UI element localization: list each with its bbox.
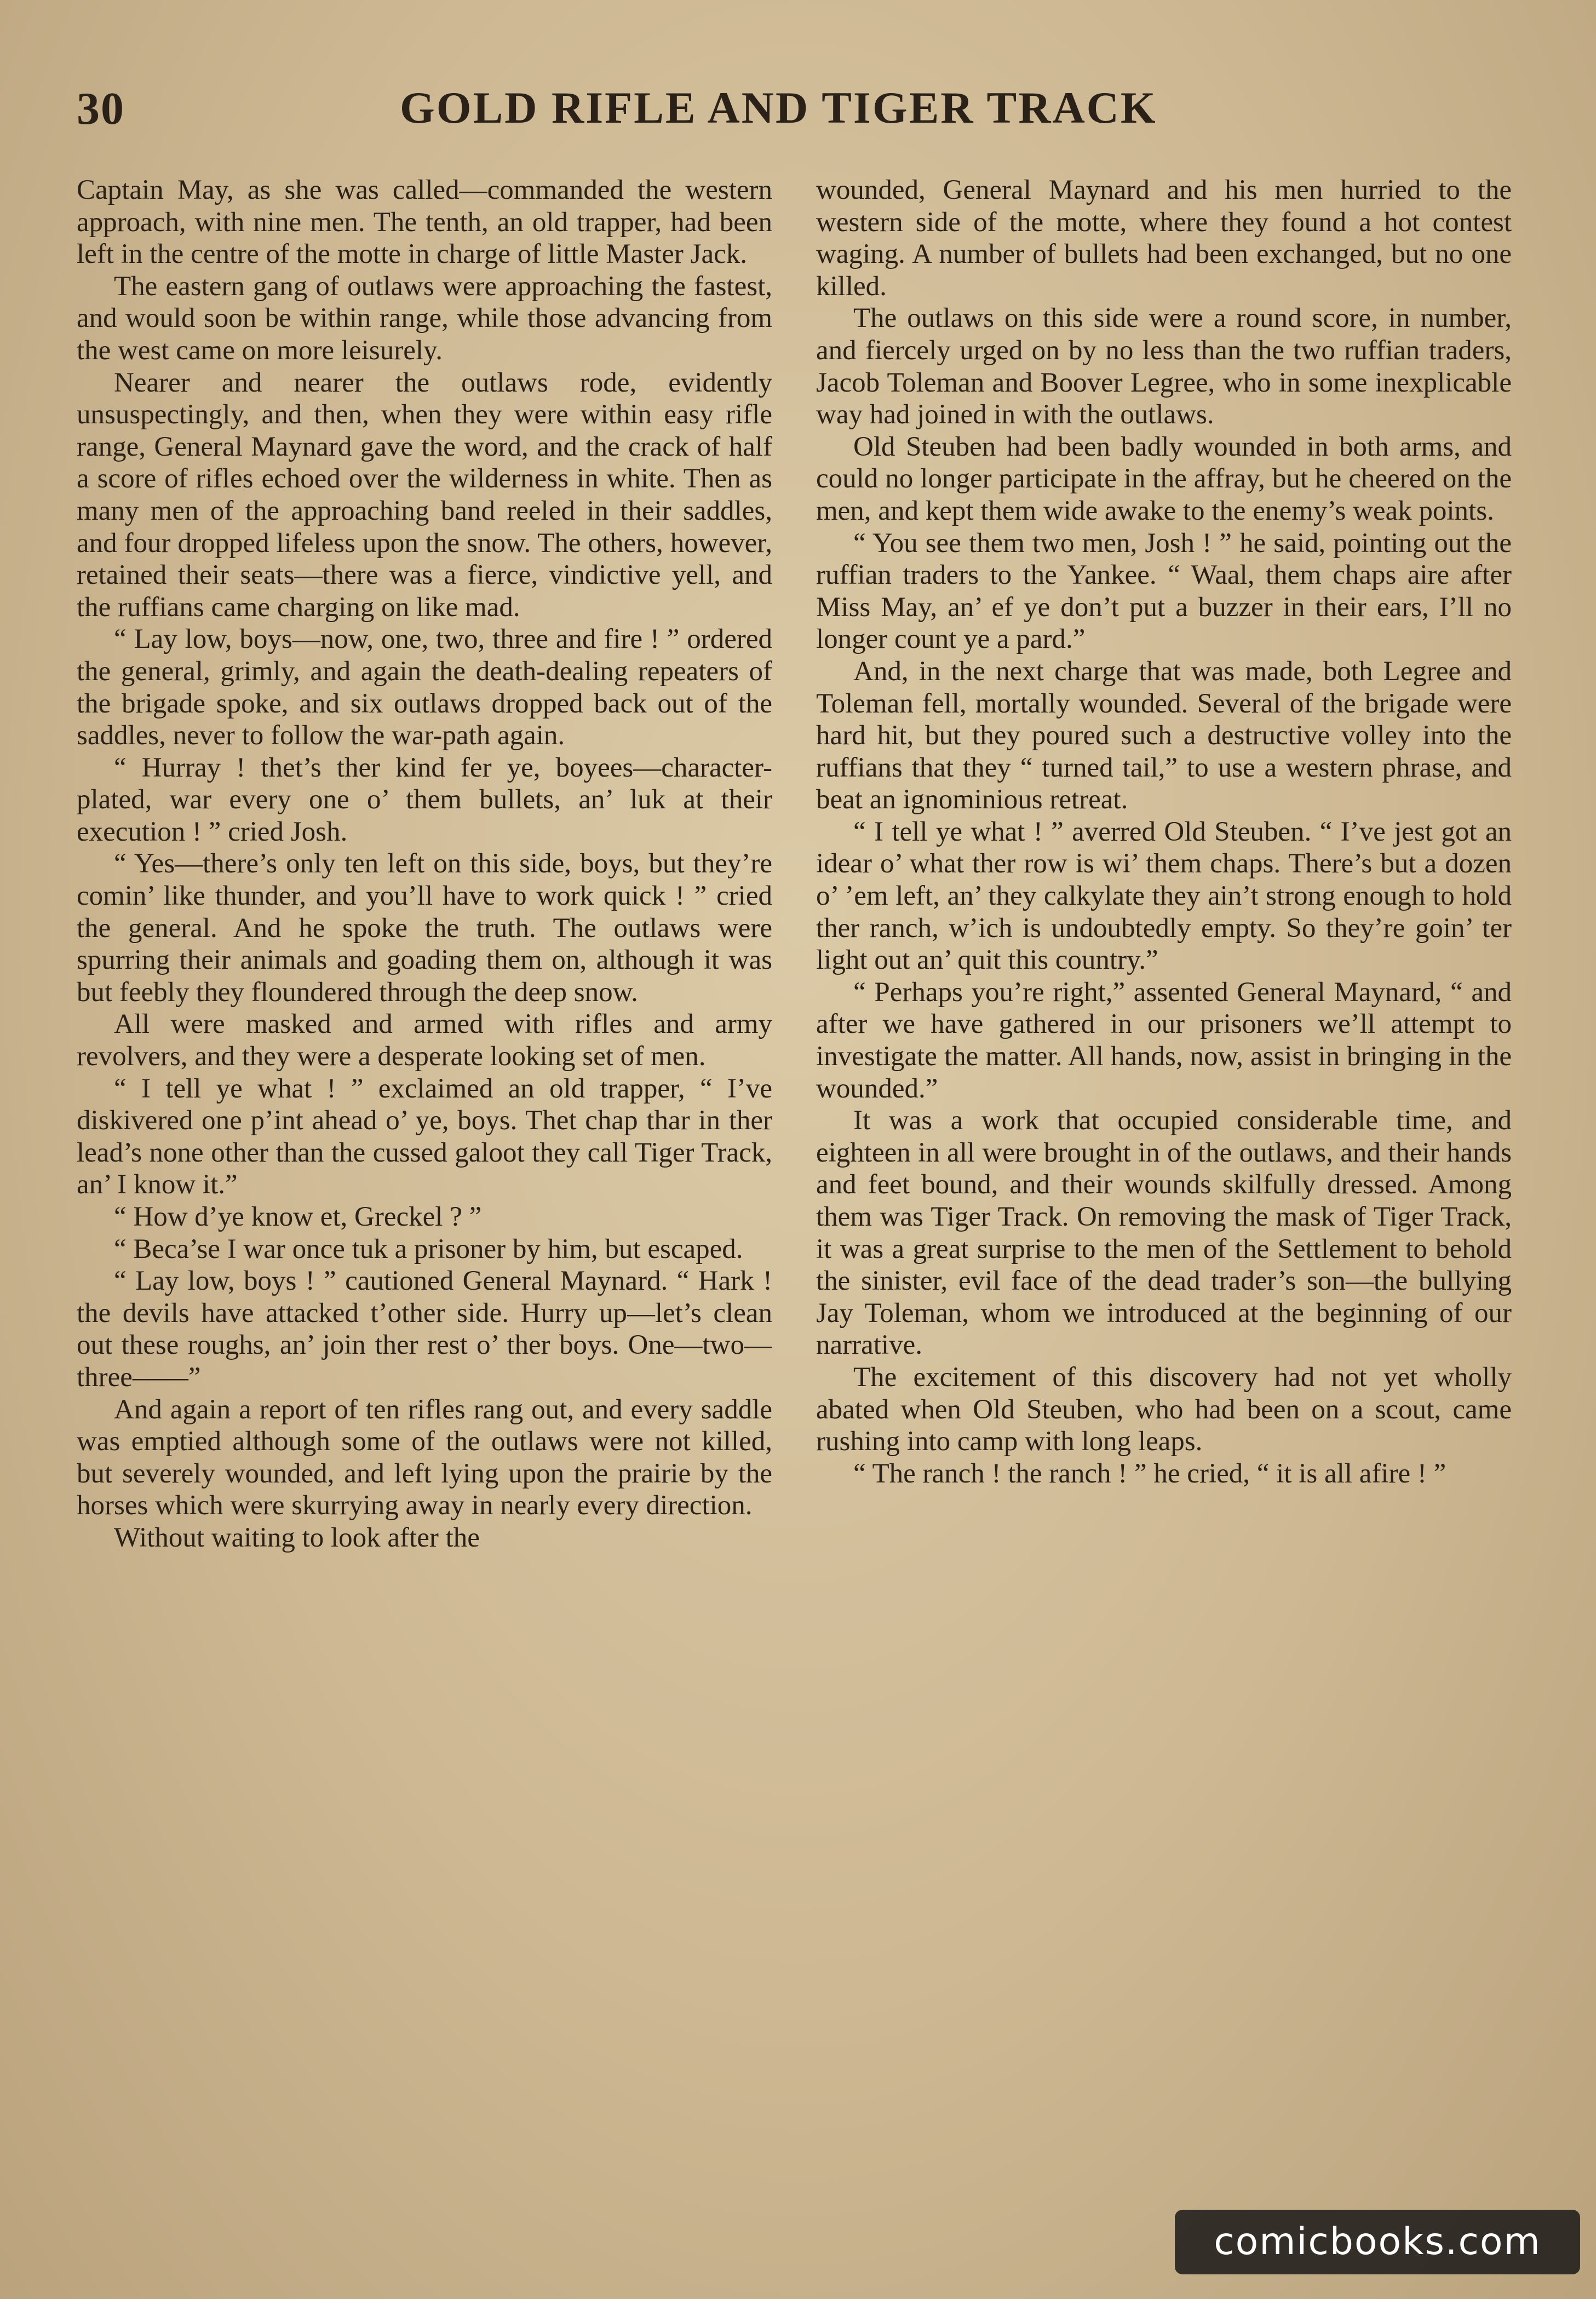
paragraph: “ You see them two men, Josh ! ” he said, pointing out the ruffian traders to the Yankee. “ Waal, them chaps aire after Miss May, an’ ef ye don’t put a buzzer in their ears, I’ll no longer count ye a pard.” xyxy=(816,527,1512,655)
paragraph: All were masked and armed with rifles and army revolvers, and they were a desperate looking set of men. xyxy=(77,1009,772,1072)
paragraph: wounded, General Maynard and his men hurried to the western side of the motte, where they found a hot contest waging. A number of bullets had been exchanged, but no one killed. xyxy=(816,175,1512,302)
paragraph: Nearer and nearer the outlaws rode, evidently unsuspectingly, and then, when they were within easy rifle range, General Maynard gave the word, and the crack of half a score of rifles echoed over the wilderness in white. Then as many men of the approaching band reeled in their saddles, and four dropped lifeless upon the snow. The others, however, retained their seats—there was a fierce, vindictive yell, and the ruffians came charging on like mad. xyxy=(77,367,772,623)
paragraph: “ Perhaps you’re right,” assented General Maynard, “ and after we have gathered in our prisoners we’ll attempt to investigate the matter. All hands, now, assist in bringing in the wounded.” xyxy=(816,976,1512,1104)
paragraph: Captain May, as she was called—commanded the western approach, with nine men. The tenth, an old trapper, had been left in the centre of the motte in charge of little Master Jack. xyxy=(77,175,772,270)
paragraph: “ How d’ye know et, Greckel ? ” xyxy=(114,1202,482,1232)
paragraph: The outlaws on this side were a round score, in number, and fiercely urged on by no less than the two ruffian traders, Jacob Toleman and Boover Legree, who in some inexplicable way had joined in with the outlaws. xyxy=(816,303,1512,430)
paragraph: Without waiting to look after the xyxy=(114,1522,480,1553)
paragraph: “ Hurray ! thet’s ther kind fer ye, boyees—character-plated, war every one o’ them bullets, an’ luk at their execution ! ” cried Josh. xyxy=(77,752,772,847)
page-number: 30 xyxy=(77,83,125,134)
paragraph: It was a work that occupied considerable time, and eighteen in all were brought in of the outlaws, and their hands and feet bound, and their wounds skilfully dressed. Among them was Tiger Track. On removing the mask of Tiger Track, it was a great surprise to the men of the Settlement to behold the sinister, evil face of the dead trader’s son—the bullying Jay Toleman, whom we introduced at the beginning of our narrative. xyxy=(816,1105,1512,1361)
paragraph: The excitement of this discovery had not yet wholly abated when Old Steuben, who had been on a scout, came rushing into camp with long leaps. xyxy=(816,1361,1512,1457)
site-watermark: comicbooks.com xyxy=(1175,2210,1580,2274)
left-text-column xyxy=(77,174,772,2157)
paragraph: “ Lay low, boys ! ” cautioned General Maynard. “ Hark ! the devils have attacked t’other side. Hurry up—let’s clean out these roughs, an’ join ther rest o’ ther boys. One—two—three——” xyxy=(77,1266,772,1393)
paragraph: And again a report of ten rifles rang out, and every saddle was emptied although some of the outlaws were not killed, but severely wounded, and left lying upon the prairie by the horses which were skurrying away in nearly every direction. xyxy=(77,1394,772,1521)
paragraph: And, in the next charge that was made, both Legree and Toleman fell, mortally wounded. Several of the brigade were hard hit, but they poured such a destructive volley into the ruffians that they “ turned tail,” to use a western phrase, and beat an ignominious retreat. xyxy=(816,656,1512,815)
paragraph: “ I tell ye what ! ” averred Old Steuben. “ I’ve jest got an idear o’ what ther row is wi’ them chaps. There’s but a dozen o’ ’em left, an’ they calkylate they ain’t strong enough to hold ther ranch, w’ich is undoubtedly empty. So they’re goin’ ter light out an’ quit this country.” xyxy=(816,816,1512,976)
paragraph: Old Steuben had been badly wounded in both arms, and could no longer participate in the affray, but he cheered on the men, and kept them wide awake to the enemy’s weak points. xyxy=(816,431,1512,526)
page-header xyxy=(77,82,1512,142)
paragraph: “ Yes—there’s only ten left on this side, boys, but they’re comin’ like thunder, and you’ll have to work quick ! ” cried the general. And he spoke the truth. The outlaws were spurring their animals and goading them on, although it was but feebly they floundered through the deep snow. xyxy=(77,848,772,1008)
paragraph: The eastern gang of outlaws were approaching the fastest, and would soon be within range, while those advancing from the west came on more leisurely. xyxy=(77,271,772,366)
paragraph: “ Lay low, boys—now, one, two, three and fire ! ” ordered the general, grimly, and again the death-dealing repeaters of the brigade spoke, and six outlaws dropped back out of the saddles, never to follow the war-path again. xyxy=(77,624,772,751)
right-text-column xyxy=(816,174,1512,2157)
paragraph: “ The ranch ! the ranch ! ” he cried, “ it is all afire ! ” xyxy=(853,1458,1446,1489)
running-title: GOLD RIFLE AND TIGER TRACK xyxy=(400,83,1157,133)
paragraph: “ Beca’se I war once tuk a prisoner by him, but escaped. xyxy=(114,1233,743,1265)
paragraph: “ I tell ye what ! ” exclaimed an old trapper, “ I’ve diskivered one p’int ahead o’ ye, boys. Thet chap thar in ther lead’s none other than the cussed galoot they call Tiger Track, an’ I know it.” xyxy=(77,1073,772,1200)
